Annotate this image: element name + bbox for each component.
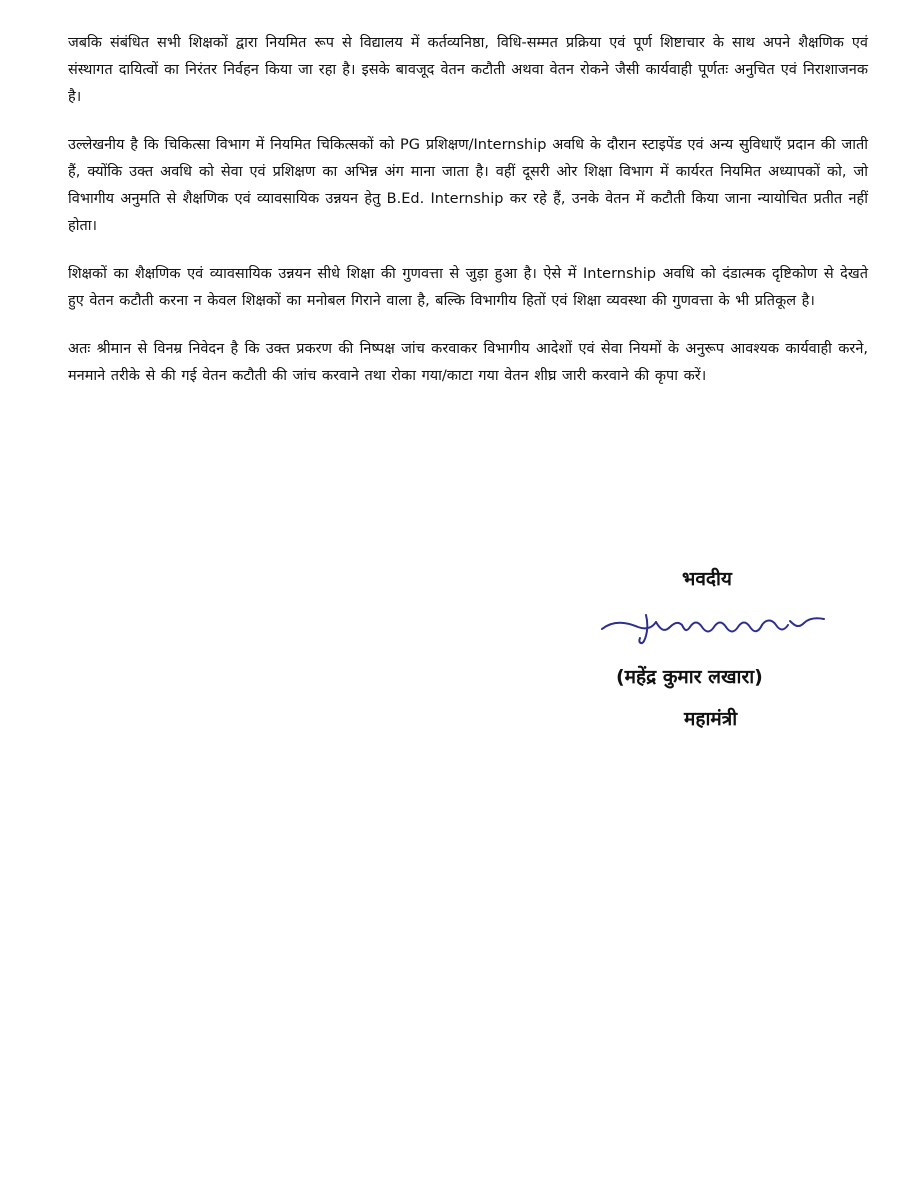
paragraph-3: शिक्षकों का शैक्षणिक एवं व्यावसायिक उन्नयन सीधे शिक्षा की गुणवत्ता से जुड़ा हुआ है। ऐसे में Internship अवधि को दंडात्मक दृष्टिकोण से देखते हुए वेतन कटौती करना न केवल शिक्षकों का मनोबल गिराने वाला है, बल्कि विभागीय हितों एवं शिक्षा व्यवस्था की गुणवत्ता के भी प्रतिकूल है। xyxy=(68,266,868,309)
signer-name: (महेंद्र कुमार लखारा) xyxy=(616,666,763,688)
letter-body xyxy=(68,30,868,411)
signature-block xyxy=(560,565,850,745)
paragraph-4: अतः श्रीमान से विनम्र निवेदन है कि उक्त प्रकरण की निष्पक्ष जांच करवाकर विभागीय आदेशों एवं सेवा नियमों के अनुरूप आवश्यक कार्यवाही करने, मनमाने तरीके से की गई वेतन कटौती की जांच करवाने तथा रोका गया/काटा गया वेतन शीघ्र जारी करवाने की कृपा करें। xyxy=(68,341,868,384)
closing-salutation: भवदीय xyxy=(682,568,732,590)
paragraph-1: जबकि संबंधित सभी शिक्षकों द्वारा नियमित रूप से विद्यालय में कर्तव्यनिष्ठा, विधि-सम्मत प्रक्रिया एवं पूर्ण शिष्टाचार के साथ अपने शैक्षणिक एवं संस्थागत दायित्वों का निरंतर निर्वहन किया जा रहा है। इसके बावजूद वेतन कटौती अथवा वेतन रोकने जैसी कार्यवाही पूर्णतः अनुचित एवं निराशाजनक है। xyxy=(68,35,868,105)
handwritten-signature xyxy=(598,607,828,647)
signer-designation: महामंत्री xyxy=(684,708,738,730)
paragraph-2: उल्लेखनीय है कि चिकित्सा विभाग में नियमित चिकित्सकों को PG प्रशिक्षण/Internship अवधि के दौरान स्टाइपेंड एवं अन्य सुविधाएँ प्रदान की जाती हैं, क्योंकि उक्त अवधि को सेवा एवं प्रशिक्षण का अभिन्न अंग माना जाता है। वहीं दूसरी ओर शिक्षा विभाग में कार्यरत नियमित अध्यापकों को, जो विभागीय अनुमति से शैक्षणिक एवं व्यावसायिक उन्नयन हेतु B.Ed. Internship कर रहे हैं, उनके वेतन में कटौती किया जाना न्यायोचित प्रतीत नहीं होता। xyxy=(68,137,868,234)
